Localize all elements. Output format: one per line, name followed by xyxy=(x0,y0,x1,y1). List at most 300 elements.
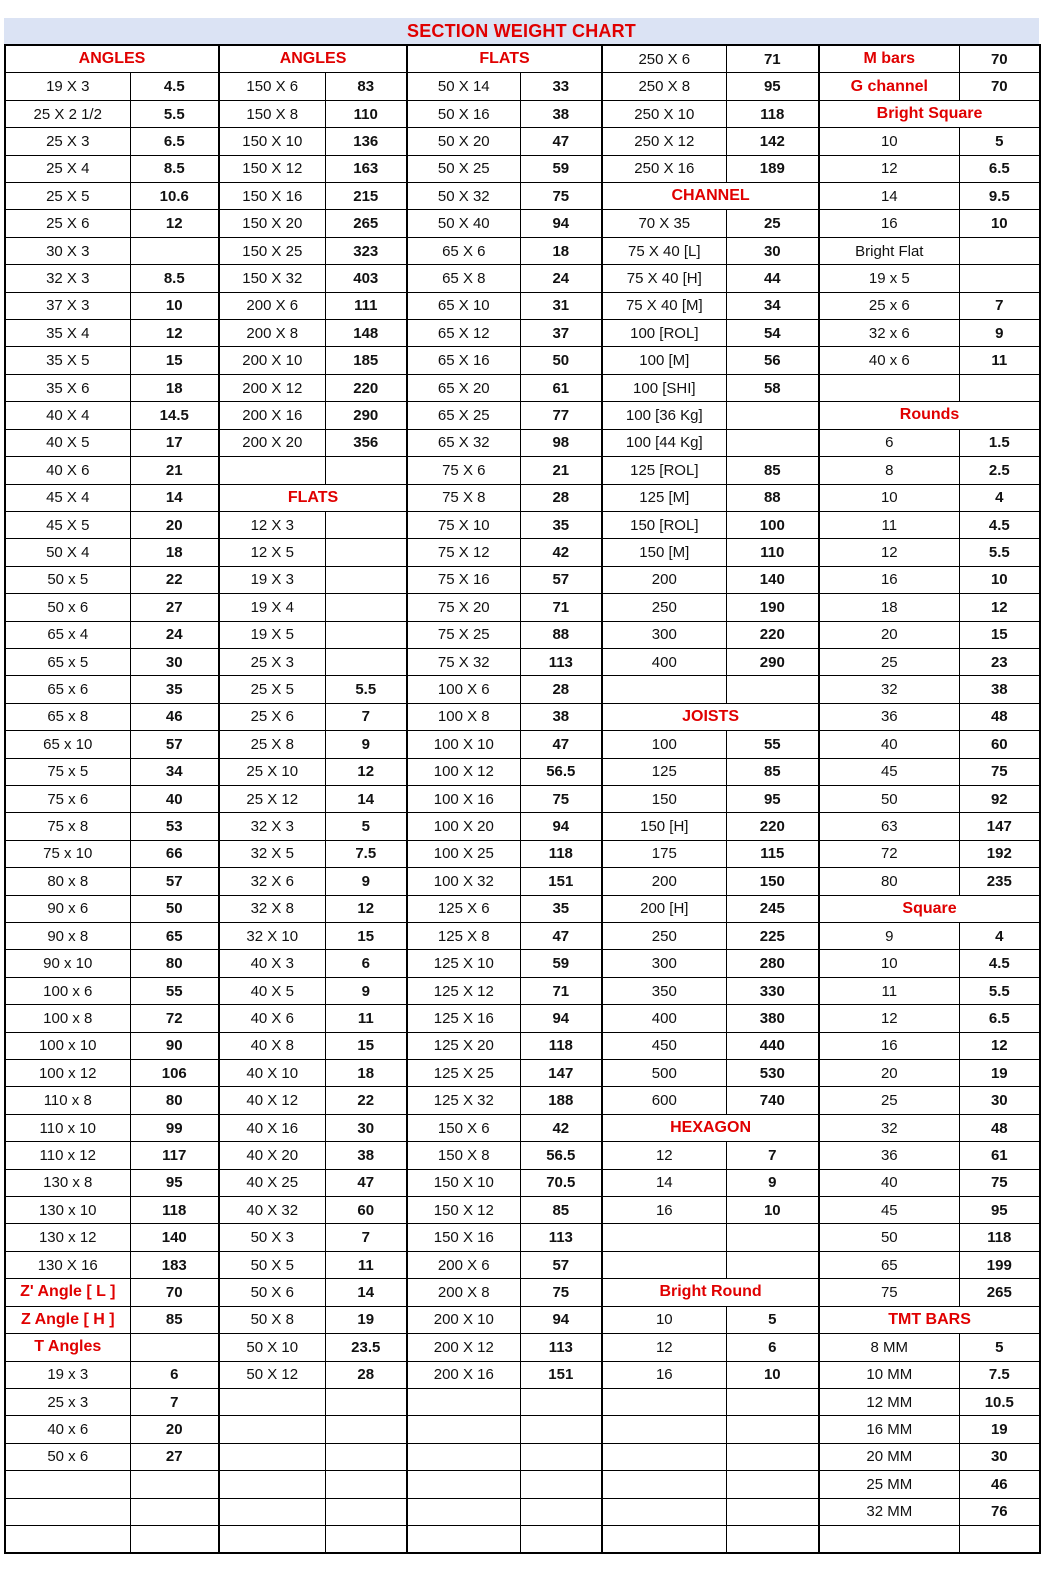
weight-cell: 12 xyxy=(325,758,407,785)
weight-cell: 92 xyxy=(959,785,1040,812)
weight-cell: 6.5 xyxy=(959,1005,1040,1032)
size-cell: 40 xyxy=(819,731,959,758)
size-cell xyxy=(407,1498,520,1525)
table-row xyxy=(5,374,1040,401)
table-row xyxy=(5,539,1040,566)
weight-cell: 199 xyxy=(959,1251,1040,1278)
weight-cell: 42 xyxy=(520,539,602,566)
section-heading: HEXAGON xyxy=(602,1114,819,1141)
section-heading: ANGLES xyxy=(219,45,407,73)
weight-cell xyxy=(726,402,819,429)
size-cell: 100 X 25 xyxy=(407,840,520,867)
size-cell: 16 MM xyxy=(819,1416,959,1443)
size-cell: 400 xyxy=(602,1005,726,1032)
weight-cell: 136 xyxy=(325,128,407,155)
weight-cell: 215 xyxy=(325,183,407,210)
weight-cell: 75 xyxy=(959,1169,1040,1196)
weight-cell xyxy=(959,374,1040,401)
weight-cell: 7 xyxy=(130,1388,219,1415)
size-cell: Bright Flat xyxy=(819,237,959,264)
size-cell: 75 X 32 xyxy=(407,648,520,675)
size-cell: 65 xyxy=(819,1251,959,1278)
size-cell: 10 MM xyxy=(819,1361,959,1388)
size-cell: 75 X 20 xyxy=(407,594,520,621)
weight-cell: 12 xyxy=(130,320,219,347)
size-cell xyxy=(602,1471,726,1498)
weight-cell: 265 xyxy=(325,210,407,237)
table-row xyxy=(5,621,1040,648)
size-cell: 25 xyxy=(819,1087,959,1114)
weight-cell xyxy=(959,1525,1040,1553)
weight-cell xyxy=(520,1525,602,1553)
size-cell: 75 X 12 xyxy=(407,539,520,566)
size-cell: 40 X 20 xyxy=(219,1142,325,1169)
size-cell: 50 X 40 xyxy=(407,210,520,237)
table-row xyxy=(5,210,1040,237)
weight-cell xyxy=(520,1416,602,1443)
weight-cell xyxy=(325,621,407,648)
table-row xyxy=(5,457,1040,484)
weight-cell: 5.5 xyxy=(325,676,407,703)
size-cell: 250 X 16 xyxy=(602,155,726,182)
size-cell: 200 [H] xyxy=(602,895,726,922)
table-row xyxy=(5,648,1040,675)
size-cell xyxy=(219,1443,325,1470)
weight-cell: 290 xyxy=(325,402,407,429)
weight-cell: 113 xyxy=(520,1334,602,1361)
size-cell: 10 xyxy=(819,484,959,511)
weight-cell xyxy=(325,1471,407,1498)
size-cell: 150 xyxy=(602,785,726,812)
table-row xyxy=(5,511,1040,538)
size-cell: 19 X 3 xyxy=(5,73,130,100)
size-cell xyxy=(219,457,325,484)
size-cell: 100 X 8 xyxy=(407,703,520,730)
size-cell: 200 X 8 xyxy=(407,1279,520,1306)
size-cell: 75 x 5 xyxy=(5,758,130,785)
size-cell: 14 xyxy=(819,183,959,210)
weight-cell: 25 xyxy=(726,210,819,237)
weight-cell: 22 xyxy=(130,566,219,593)
size-cell: 200 xyxy=(602,868,726,895)
weight-cell: 20 xyxy=(130,1416,219,1443)
size-cell: 12 xyxy=(602,1142,726,1169)
weight-cell: 4.5 xyxy=(959,950,1040,977)
weight-cell: 31 xyxy=(520,292,602,319)
weight-cell: 28 xyxy=(520,484,602,511)
weight-cell: 403 xyxy=(325,265,407,292)
weight-cell: 95 xyxy=(726,73,819,100)
size-cell: 250 X 10 xyxy=(602,100,726,127)
weight-cell: 10 xyxy=(726,1361,819,1388)
weight-cell: 44 xyxy=(726,265,819,292)
weight-cell xyxy=(325,511,407,538)
section-heading: Bright Square xyxy=(819,100,1040,127)
table-row xyxy=(5,895,1040,922)
weight-cell: 56.5 xyxy=(520,758,602,785)
size-cell: 16 xyxy=(819,566,959,593)
weight-cell: 1.5 xyxy=(959,429,1040,456)
size-cell: 11 xyxy=(819,977,959,1004)
size-cell xyxy=(602,1388,726,1415)
weight-cell: 88 xyxy=(520,621,602,648)
size-cell: 12 xyxy=(602,1334,726,1361)
section-heading: FLATS xyxy=(407,45,602,73)
weight-cell xyxy=(325,566,407,593)
weight-cell: 21 xyxy=(520,457,602,484)
size-cell: 200 X 8 xyxy=(219,320,325,347)
size-cell: 110 x 10 xyxy=(5,1114,130,1141)
size-cell: 40 X 5 xyxy=(5,429,130,456)
weight-cell: 60 xyxy=(959,731,1040,758)
weight-cell: 34 xyxy=(130,758,219,785)
weight-cell: 7.5 xyxy=(959,1361,1040,1388)
size-cell: 11 xyxy=(819,511,959,538)
weight-cell xyxy=(325,648,407,675)
weight-cell: 148 xyxy=(325,320,407,347)
size-cell: 40 X 25 xyxy=(219,1169,325,1196)
size-cell: 25 X 10 xyxy=(219,758,325,785)
size-cell: 40 x 6 xyxy=(5,1416,130,1443)
size-cell: 125 X 32 xyxy=(407,1087,520,1114)
size-cell: 100 x 6 xyxy=(5,977,130,1004)
weight-cell: 58 xyxy=(726,374,819,401)
size-cell xyxy=(219,1498,325,1525)
weight-cell xyxy=(130,1525,219,1553)
weight-cell xyxy=(325,1525,407,1553)
size-cell: 150 X 8 xyxy=(219,100,325,127)
size-cell: 12 xyxy=(819,155,959,182)
weight-cell: 11 xyxy=(325,1251,407,1278)
size-cell xyxy=(602,1498,726,1525)
size-cell xyxy=(219,1388,325,1415)
size-cell: 32 MM xyxy=(819,1498,959,1525)
weight-cell: 6 xyxy=(325,950,407,977)
size-cell: 75 X 40 [M] xyxy=(602,292,726,319)
size-cell: 10 xyxy=(602,1306,726,1333)
size-cell: 150 X 32 xyxy=(219,265,325,292)
size-cell: 65 x 8 xyxy=(5,703,130,730)
weight-cell xyxy=(130,1498,219,1525)
weight-cell: 40 xyxy=(130,785,219,812)
weight-cell: 290 xyxy=(726,648,819,675)
weight-cell: 7 xyxy=(726,1142,819,1169)
size-cell: 63 xyxy=(819,813,959,840)
weight-cell: 6 xyxy=(130,1361,219,1388)
weight-cell: 75 xyxy=(520,183,602,210)
size-cell: 100 [M] xyxy=(602,347,726,374)
weight-cell: 10 xyxy=(959,210,1040,237)
size-cell: 10 xyxy=(819,128,959,155)
size-cell xyxy=(602,1443,726,1470)
size-cell: 150 [H] xyxy=(602,813,726,840)
weight-cell: 46 xyxy=(959,1471,1040,1498)
weight-cell: 47 xyxy=(520,923,602,950)
weight-cell: 220 xyxy=(726,813,819,840)
size-cell: 200 X 12 xyxy=(407,1334,520,1361)
weight-cell xyxy=(520,1388,602,1415)
size-cell: 40 xyxy=(819,1169,959,1196)
table-row xyxy=(5,950,1040,977)
weight-cell: 46 xyxy=(130,703,219,730)
size-cell: 32 X 3 xyxy=(219,813,325,840)
weight-cell: 9.5 xyxy=(959,183,1040,210)
size-cell: 100 [36 Kg] xyxy=(602,402,726,429)
size-cell: 150 X 16 xyxy=(219,183,325,210)
size-cell: 37 X 3 xyxy=(5,292,130,319)
weight-cell: 2.5 xyxy=(959,457,1040,484)
size-cell: 40 X 4 xyxy=(5,402,130,429)
weight-cell: 17 xyxy=(130,429,219,456)
table-row xyxy=(5,1279,1040,1306)
size-cell: 200 X 16 xyxy=(407,1361,520,1388)
weight-cell: 9 xyxy=(325,868,407,895)
weight-cell: 245 xyxy=(726,895,819,922)
size-cell: 35 X 4 xyxy=(5,320,130,347)
size-cell xyxy=(819,1525,959,1553)
table-row xyxy=(5,1388,1040,1415)
table-row xyxy=(5,1361,1040,1388)
size-cell: 130 x 10 xyxy=(5,1197,130,1224)
section-heading: ANGLES xyxy=(5,45,219,73)
weight-cell: 14 xyxy=(325,1279,407,1306)
weight-cell: 28 xyxy=(520,676,602,703)
weight-cell: 19 xyxy=(325,1306,407,1333)
size-cell: 25 X 3 xyxy=(219,648,325,675)
size-cell: 100 X 6 xyxy=(407,676,520,703)
weight-cell: 98 xyxy=(520,429,602,456)
weight-cell xyxy=(325,1416,407,1443)
weight-cell xyxy=(130,1471,219,1498)
size-cell: 12 xyxy=(819,1005,959,1032)
weight-cell xyxy=(726,1525,819,1553)
weight-cell: 54 xyxy=(726,320,819,347)
size-cell: 25 x 3 xyxy=(5,1388,130,1415)
size-cell: 25 x 6 xyxy=(819,292,959,319)
weight-cell: 35 xyxy=(520,511,602,538)
weight-cell: 71 xyxy=(520,977,602,1004)
size-cell: 250 X 6 xyxy=(602,45,726,73)
weight-cell: 65 xyxy=(130,923,219,950)
size-cell: 40 x 6 xyxy=(819,347,959,374)
size-cell: 200 X 10 xyxy=(407,1306,520,1333)
size-cell: 45 xyxy=(819,1197,959,1224)
weight-cell: 151 xyxy=(520,868,602,895)
weight-cell: 27 xyxy=(130,594,219,621)
weight-cell: 323 xyxy=(325,237,407,264)
weight-cell: 330 xyxy=(726,977,819,1004)
size-cell: 36 xyxy=(819,1142,959,1169)
size-cell: 50 X 6 xyxy=(219,1279,325,1306)
weight-cell: 10 xyxy=(959,566,1040,593)
size-cell: 50 X 10 xyxy=(219,1334,325,1361)
weight-cell: 118 xyxy=(726,100,819,127)
size-cell: 65 X 25 xyxy=(407,402,520,429)
table-row xyxy=(5,402,1040,429)
weight-cell: 118 xyxy=(520,840,602,867)
weight-cell: 118 xyxy=(520,1032,602,1059)
weight-cell: 94 xyxy=(520,813,602,840)
size-cell: 75 X 16 xyxy=(407,566,520,593)
weight-cell: 530 xyxy=(726,1060,819,1087)
weight-cell: 56 xyxy=(726,347,819,374)
size-cell: 50 xyxy=(819,1224,959,1251)
weight-cell xyxy=(325,594,407,621)
weight-cell: 14.5 xyxy=(130,402,219,429)
weight-cell: 88 xyxy=(726,484,819,511)
size-cell: 100 xyxy=(602,731,726,758)
weight-cell: 189 xyxy=(726,155,819,182)
size-cell: 80 x 8 xyxy=(5,868,130,895)
size-cell: 150 X 10 xyxy=(407,1169,520,1196)
size-cell: 20 MM xyxy=(819,1443,959,1470)
size-cell: 150 X 10 xyxy=(219,128,325,155)
size-cell: 150 [M] xyxy=(602,539,726,566)
table-row xyxy=(5,155,1040,182)
table-row xyxy=(5,100,1040,127)
table-row xyxy=(5,1197,1040,1224)
table-row xyxy=(5,1251,1040,1278)
size-cell: 150 X 25 xyxy=(219,237,325,264)
weight-cell: 151 xyxy=(520,1361,602,1388)
size-cell: 40 X 6 xyxy=(5,457,130,484)
section-heading: M bars xyxy=(819,45,959,73)
size-cell: 300 xyxy=(602,950,726,977)
size-cell: 125 X 16 xyxy=(407,1005,520,1032)
size-cell: 65 X 20 xyxy=(407,374,520,401)
size-cell: 8 xyxy=(819,457,959,484)
size-cell: 50 X 32 xyxy=(407,183,520,210)
size-cell: 50 xyxy=(819,785,959,812)
size-cell: 12 X 3 xyxy=(219,511,325,538)
weight-cell: 147 xyxy=(520,1060,602,1087)
size-cell: 25 MM xyxy=(819,1471,959,1498)
size-cell: 72 xyxy=(819,840,959,867)
weight-cell: 113 xyxy=(520,648,602,675)
size-cell: 150 X 8 xyxy=(407,1142,520,1169)
weight-cell: 225 xyxy=(726,923,819,950)
weight-cell: 70 xyxy=(130,1279,219,1306)
size-cell: 40 X 12 xyxy=(219,1087,325,1114)
weight-cell xyxy=(520,1471,602,1498)
weight-cell xyxy=(726,429,819,456)
weight-cell: 38 xyxy=(520,100,602,127)
section-heading: Bright Round xyxy=(602,1279,819,1306)
weight-cell: 94 xyxy=(520,210,602,237)
size-cell: 125 X 20 xyxy=(407,1032,520,1059)
weight-cell: 35 xyxy=(130,676,219,703)
weight-cell: 190 xyxy=(726,594,819,621)
weight-cell: 11 xyxy=(325,1005,407,1032)
table-row xyxy=(5,676,1040,703)
size-cell: 19 X 4 xyxy=(219,594,325,621)
weight-cell: 60 xyxy=(325,1197,407,1224)
size-cell: 50 X 5 xyxy=(219,1251,325,1278)
size-cell: 16 xyxy=(819,1032,959,1059)
weight-cell: 56.5 xyxy=(520,1142,602,1169)
section-heading: JOISTS xyxy=(602,703,819,730)
weight-cell: 57 xyxy=(520,1251,602,1278)
weight-cell: 15 xyxy=(959,621,1040,648)
size-cell: 100 [44 Kg] xyxy=(602,429,726,456)
size-cell: 125 X 6 xyxy=(407,895,520,922)
table-row xyxy=(5,1142,1040,1169)
weight-cell: 118 xyxy=(959,1224,1040,1251)
size-cell: 75 X 25 xyxy=(407,621,520,648)
size-cell: 150 X 12 xyxy=(219,155,325,182)
size-cell: 200 X 10 xyxy=(219,347,325,374)
weight-cell: 21 xyxy=(130,457,219,484)
size-cell: 20 xyxy=(819,1060,959,1087)
size-cell: 50 X 12 xyxy=(219,1361,325,1388)
section-heading: Rounds xyxy=(819,402,1040,429)
size-cell: 100 X 20 xyxy=(407,813,520,840)
size-cell xyxy=(5,1525,130,1553)
table-row xyxy=(5,1169,1040,1196)
weight-cell: 6 xyxy=(726,1334,819,1361)
weight-cell: 110 xyxy=(325,100,407,127)
size-cell: 100 x 10 xyxy=(5,1032,130,1059)
weight-cell: 380 xyxy=(726,1005,819,1032)
table-row xyxy=(5,1005,1040,1032)
weight-cell: 38 xyxy=(325,1142,407,1169)
size-cell: 40 X 10 xyxy=(219,1060,325,1087)
size-cell: 400 xyxy=(602,648,726,675)
table-row xyxy=(5,45,1040,73)
weight-cell: 55 xyxy=(726,731,819,758)
size-cell xyxy=(602,1224,726,1251)
weight-cell: 5.5 xyxy=(959,539,1040,566)
weight-cell: 61 xyxy=(959,1142,1040,1169)
size-cell xyxy=(407,1471,520,1498)
size-cell: 200 X 6 xyxy=(219,292,325,319)
weight-cell: 48 xyxy=(959,703,1040,730)
size-cell: 19 x 5 xyxy=(819,265,959,292)
weight-cell: 8.5 xyxy=(130,265,219,292)
table-row xyxy=(5,594,1040,621)
weight-cell: 15 xyxy=(130,347,219,374)
weight-cell: 24 xyxy=(520,265,602,292)
size-cell: 50 X 25 xyxy=(407,155,520,182)
weight-cell xyxy=(726,1471,819,1498)
table-row xyxy=(5,484,1040,511)
size-cell xyxy=(407,1525,520,1553)
weight-cell: 48 xyxy=(959,1114,1040,1141)
size-cell: 36 xyxy=(819,703,959,730)
size-cell: 19 X 3 xyxy=(219,566,325,593)
size-cell xyxy=(407,1416,520,1443)
weight-cell: 740 xyxy=(726,1087,819,1114)
table-row xyxy=(5,1498,1040,1525)
table-row xyxy=(5,868,1040,895)
weight-cell: 12 xyxy=(959,1032,1040,1059)
section-heading: T Angles xyxy=(5,1334,130,1361)
table-row xyxy=(5,1224,1040,1251)
size-cell: 75 x 10 xyxy=(5,840,130,867)
size-cell: 16 xyxy=(602,1197,726,1224)
weight-cell xyxy=(726,1498,819,1525)
weight-cell: 20 xyxy=(130,511,219,538)
weight-cell: 61 xyxy=(520,374,602,401)
weight-cell: 55 xyxy=(130,977,219,1004)
weight-cell: 9 xyxy=(959,320,1040,347)
chart-title: SECTION WEIGHT CHART xyxy=(4,18,1039,44)
weight-cell: 18 xyxy=(130,374,219,401)
weight-cell: 11 xyxy=(959,347,1040,374)
size-cell: 110 x 8 xyxy=(5,1087,130,1114)
size-cell: 10 xyxy=(819,950,959,977)
size-cell xyxy=(602,1525,726,1553)
